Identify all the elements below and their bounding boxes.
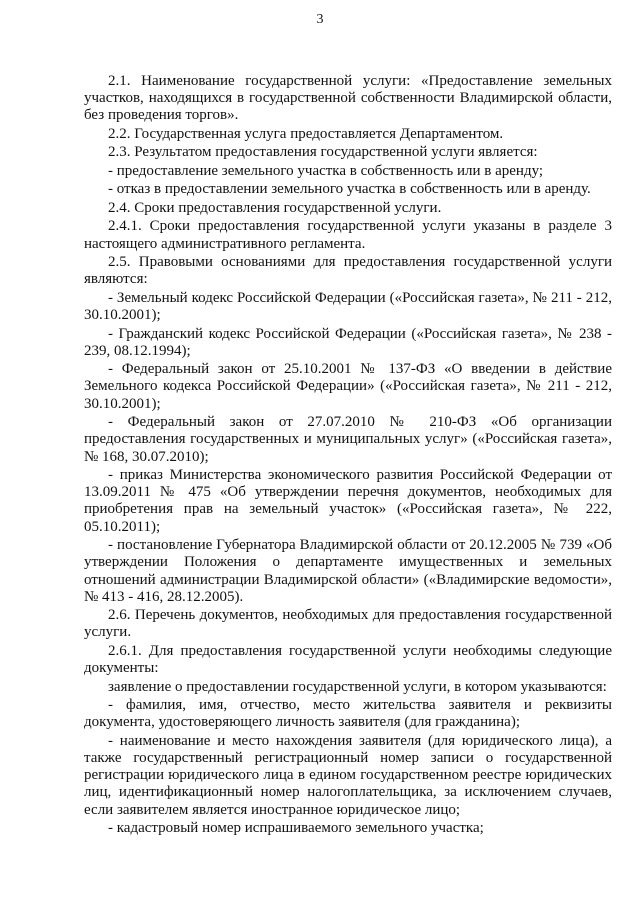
paragraph-2-4-1: 2.4.1. Сроки предоставления государственной услуги указаны в разделе 3 настоящего административного регламента. (84, 218, 612, 252)
list-item-ministry-order-475: - приказ Министерства экономического развития Российской Федерации от 13.09.2011 № 475 «Об утверждении перечня документов, необходимых для приобретения прав на земельный участок» («Российская газета», № 222, 05.10.2011); (84, 467, 612, 535)
list-item-federal-law-137: - Федеральный закон от 25.10.2001 № 137-ФЗ «О введении в действие Земельного кодекса Российской Федерации» («Российская газета», № 211 - 212, 30.10.2001); (84, 361, 612, 412)
paragraph-2-4: 2.4. Сроки предоставления государственной услуги. (108, 199, 442, 216)
list-item-citizen-details: - фамилия, имя, отчество, место жительства заявителя и реквизиты документа, удостоверяющего личность заявителя (для гражданина); (84, 697, 612, 731)
document-body (84, 73, 612, 839)
list-item-result-refusal: - отказ в предоставлении земельного участка в собственность или в аренду. (108, 181, 591, 198)
list-item-federal-law-210: - Федеральный закон от 27.07.2010 № 210-ФЗ «Об организации предоставления государственных и муниципальных услуг» («Российская газета», № 168, 30.07.2010); (84, 414, 612, 465)
list-item-land-code: - Земельный кодекс Российской Федерации («Российская газета», № 211 - 212, 30.10.2001); (84, 289, 612, 324)
list-item-civil-code: - Гражданский кодекс Российской Федерации («Российская газета», № 238 - 239, 08.12.1994); (84, 325, 612, 359)
list-item-governor-decree-739: - постановление Губернатора Владимирской области от 20.12.2005 № 739 «Об утверждении Положения о департаменте имущественных и земельных отношений администрации Владимирской области» («Владимирские ведомости», № 413 - 416, 28.12.2005). (84, 537, 612, 605)
paragraph-2-2: 2.2. Государственная услуга предоставляется Департаментом. (108, 125, 504, 142)
paragraph-application-contents: заявление о предоставлении государственной услуги, в котором указываются: (108, 678, 607, 695)
paragraph-2-6: 2.6. Перечень документов, необходимых для предоставления государственной услуги. (84, 607, 612, 641)
paragraph-2-5: 2.5. Правовыми основаниями для предоставления государственной услуги являются: (84, 254, 612, 288)
paragraph-2-1: 2.1. Наименование государственной услуги: «Предоставление земельных участков, находящихся в государственной собственности Владимирской области, без проведения торгов». (84, 73, 612, 124)
list-item-cadastral-number: - кадастровый номер испрашиваемого земельного участка; (108, 820, 484, 837)
list-item-legal-entity-details: - наименование и место нахождения заявителя (для юридического лица), а также государственный регистрационный номер записи о государственной регистрации юридического лица в едином государственном реестре юридических лиц, идентификационный номер налогоплательщика, за исключением случаев, если заявителем является иностранное юридическое лицо; (84, 732, 612, 818)
list-item-result-grant: - предоставление земельного участка в собственность или в аренду; (108, 162, 544, 179)
paragraph-2-6-1: 2.6.1. Для предоставления государственной услуги необходимы следующие документы: (84, 642, 612, 677)
paragraph-2-3: 2.3. Результатом предоставления государственной услуги является: (108, 144, 538, 161)
page-number: 3 (316, 12, 324, 27)
